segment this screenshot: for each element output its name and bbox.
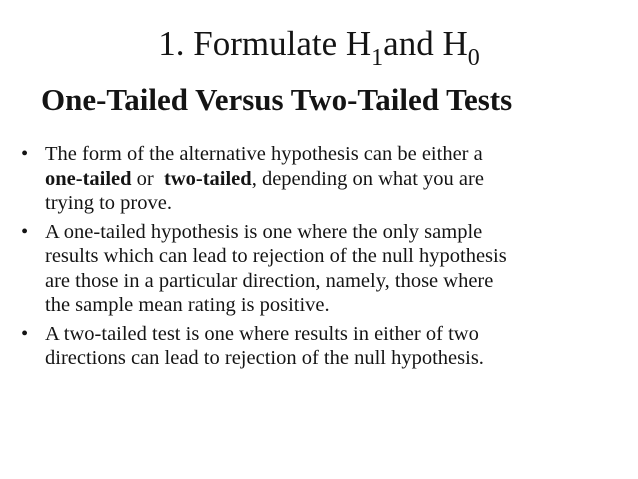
bullet-text: or: [131, 167, 164, 190]
bullet-line: are those in a particular direction, namely, those where: [45, 269, 494, 292]
slide-title: [0, 22, 638, 70]
term-one-tailed: one-tailed: [45, 167, 132, 190]
bullet-line: A one-tailed hypothesis is one where the only sample: [45, 220, 483, 243]
title-prefix: 1. Formulate H: [158, 24, 372, 63]
bullet-line: directions can lead to rejection of the null hypothesis.: [45, 347, 484, 369]
bullet-line: [45, 167, 621, 192]
bullet-line: trying to prove.: [45, 192, 172, 214]
bullet-text: , depending on what you are: [251, 167, 484, 190]
bullet-dot: •: [21, 322, 29, 345]
bullet-dot: •: [21, 143, 29, 165]
term-two-tailed: two-tailed: [164, 167, 252, 190]
title-subscript-1: 1: [371, 45, 384, 71]
bullet-line: the sample mean rating is positive.: [45, 294, 330, 316]
bullet-item: [21, 322, 621, 371]
bullet-line: The form of the alternative hypothesis can be either a: [45, 143, 483, 165]
bullet-item: [21, 142, 621, 216]
slide-subtitle: One-Tailed Versus Two-Tailed Tests: [41, 82, 513, 117]
title-middle: and H: [383, 24, 468, 63]
bullet-dot: •: [21, 220, 29, 243]
bullet-item: [21, 220, 621, 318]
bullet-list: [21, 142, 621, 375]
bullet-line: results which can lead to rejection of the null hypothesis: [45, 245, 507, 267]
title-subscript-0: 0: [467, 45, 480, 71]
bullet-line: A two-tailed test is one where results in either of two: [45, 322, 479, 345]
